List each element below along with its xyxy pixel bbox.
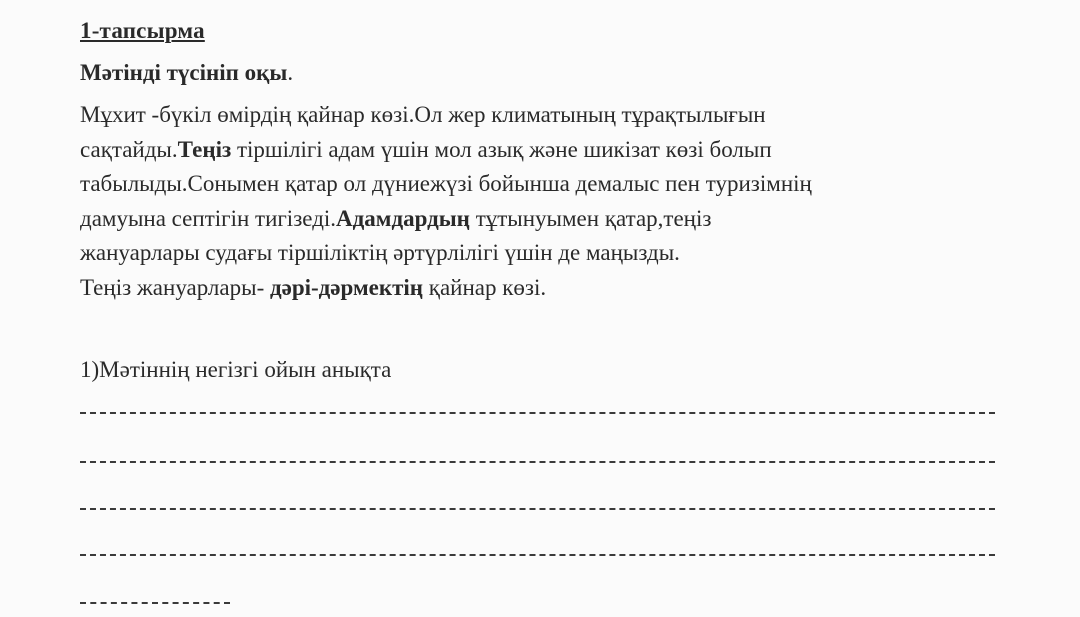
text-line-2-part-c: тіршілігі адам үшін мол азық және шикізат көзі болып	[231, 136, 772, 162]
answer-line[interactable]	[80, 554, 995, 556]
text-line-3: табылыды.Сонымен қатар ол дүниежүзі бойынша демалыс пен туризімнің	[80, 171, 812, 196]
task-number: 1-тапсырма	[80, 18, 205, 43]
instruction-text: Мәтінді түсініп оқы	[80, 60, 288, 85]
text-line-4-part-a: дамуына септігін тигізеді.	[80, 205, 337, 231]
instruction-period: .	[287, 60, 294, 85]
reading-text	[80, 98, 1040, 305]
answer-line[interactable]	[80, 412, 995, 414]
text-line-6-part-c: қайнар көзі.	[423, 274, 547, 300]
text-line-2	[80, 133, 1040, 168]
answer-line[interactable]	[80, 461, 995, 463]
text-line-4-bold: Адамдардың	[336, 205, 470, 231]
text-line-6-bold: дәрі-дәрмектің	[269, 274, 424, 300]
text-line-2-bold: Теңіз	[177, 136, 232, 162]
text-line-6	[80, 271, 1040, 306]
text-line-4	[80, 202, 1040, 237]
answer-line[interactable]	[80, 508, 995, 510]
answer-line[interactable]	[80, 602, 230, 604]
text-line-2-part-a: сақтайды.	[80, 136, 178, 162]
task-instruction	[80, 60, 293, 86]
text-line-5: жануарлары судағы тіршіліктің әртүрлілігі үшін де маңызды.	[80, 240, 680, 265]
question-1: 1)Мәтіннің негізгі ойын анықта	[80, 357, 392, 382]
text-line-6-part-a: Теңіз жануарлары-	[80, 274, 270, 300]
text-line-4-part-c: тұтынуымен қатар,теңіз	[469, 205, 712, 231]
text-line-1: Мұхит -бүкіл өмірдің қайнар көзі.Ол жер климатының тұрақтылығын	[80, 102, 766, 127]
